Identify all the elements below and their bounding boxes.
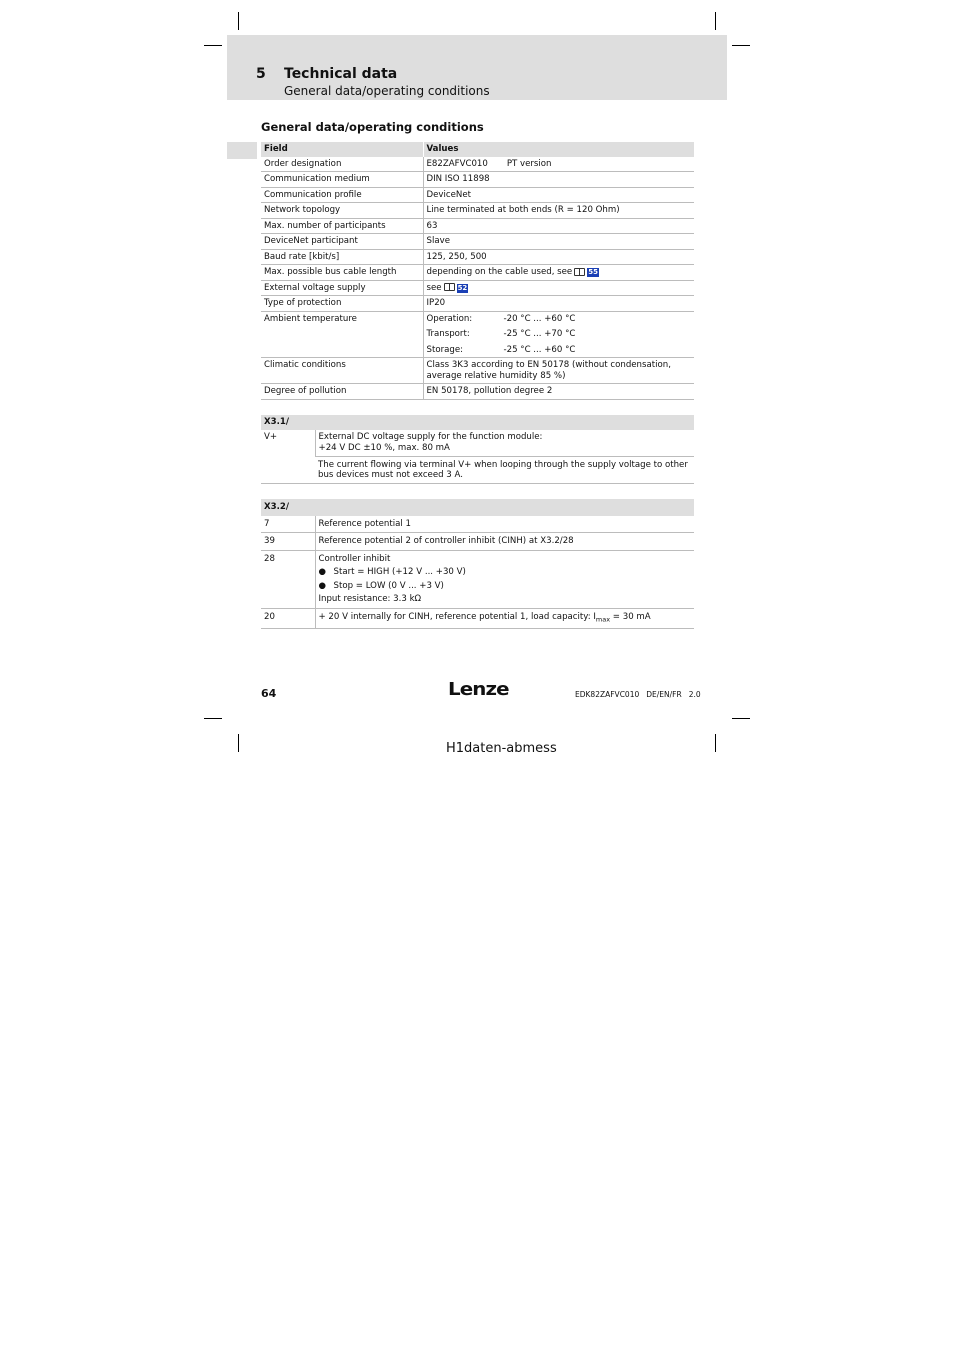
pin-cell: 39 bbox=[261, 533, 315, 551]
value-cell: 125, 250, 500 bbox=[423, 249, 694, 265]
value-cell: EN 50178, pollution degree 2 bbox=[423, 384, 694, 400]
table-header-row bbox=[261, 142, 694, 157]
desc-cell bbox=[315, 430, 694, 457]
value-cell bbox=[423, 157, 694, 172]
value-cell bbox=[423, 358, 694, 384]
book-icon bbox=[574, 268, 585, 276]
lenze-logo: Lenze bbox=[448, 679, 509, 700]
transport-value: -25 °C ... +70 °C bbox=[503, 329, 576, 339]
table-row bbox=[261, 296, 694, 312]
operation-label: Operation: bbox=[426, 313, 473, 324]
value-cell bbox=[423, 311, 694, 358]
x31-desc2-line1: The current flowing via terminal V+ when looping through the supply voltage to other bbox=[318, 459, 688, 470]
bullet-icon: ● bbox=[318, 567, 326, 577]
bullet-icon: ● bbox=[318, 580, 326, 591]
list-item bbox=[319, 581, 692, 592]
pin-cell: 28 bbox=[261, 550, 315, 608]
x31-title: X3.1/ bbox=[261, 415, 694, 430]
chapter-title: Technical data bbox=[284, 66, 398, 82]
col-values-header: Values bbox=[423, 142, 694, 157]
climatic-line1: Class 3K3 according to EN 50178 (without condensation, bbox=[426, 360, 671, 370]
value-cell: 63 bbox=[423, 218, 694, 234]
table-row bbox=[261, 218, 694, 234]
crop-mark bbox=[238, 734, 239, 752]
storage-label: Storage: bbox=[426, 344, 464, 355]
doc-version: 2.0 bbox=[688, 690, 701, 699]
crop-mark bbox=[732, 718, 750, 719]
desc-cell: Reference potential 1 bbox=[315, 516, 694, 533]
table-row bbox=[261, 533, 694, 551]
desc-cell bbox=[315, 456, 694, 483]
pin-cell: V+ bbox=[261, 430, 315, 484]
row20-desc: + 20 V internally for CINH, reference potential 1, load capacity: I bbox=[318, 611, 596, 622]
value-cell: DeviceNet bbox=[423, 187, 694, 203]
climatic-line2: average relative humidity 85 %) bbox=[426, 370, 566, 381]
page-number: 64 bbox=[261, 687, 277, 700]
table-header-row bbox=[261, 415, 694, 430]
col-field-header: Field bbox=[261, 142, 423, 157]
value-cell: Line terminated at both ends (R = 120 Ohm) bbox=[423, 203, 694, 219]
crop-mark bbox=[715, 12, 716, 30]
table-header-row bbox=[261, 499, 694, 516]
page-link-52[interactable]: 52 bbox=[457, 283, 468, 292]
value-cell: DIN ISO 11898 bbox=[423, 172, 694, 188]
book-icon bbox=[444, 283, 455, 291]
field-cell: Network topology bbox=[261, 203, 423, 219]
desc-cell: Reference potential 2 of controller inhibit (CINH) at X3.2/28 bbox=[315, 533, 694, 551]
general-data-table bbox=[261, 142, 694, 400]
operation-value: -20 °C ... +60 °C bbox=[503, 313, 576, 324]
crop-mark bbox=[204, 718, 222, 719]
table-row bbox=[261, 203, 694, 219]
file-label: H1daten-abmess bbox=[446, 741, 557, 756]
chapter-subtitle: General data/operating conditions bbox=[284, 84, 490, 98]
section-title: General data/operating conditions bbox=[261, 120, 484, 134]
value-cell: Slave bbox=[423, 234, 694, 250]
value-cell: IP20 bbox=[423, 296, 694, 312]
transport-label: Transport: bbox=[426, 329, 470, 339]
field-cell: Degree of pollution bbox=[261, 384, 423, 400]
table-row bbox=[261, 550, 694, 608]
table-row bbox=[261, 311, 694, 358]
table-row bbox=[261, 265, 694, 281]
cinh-title: Controller inhibit bbox=[318, 553, 391, 564]
crop-mark bbox=[715, 734, 716, 752]
cinh-resistance: Input resistance: 3.3 kΩ bbox=[318, 594, 422, 604]
storage-value: -25 °C ... +60 °C bbox=[503, 344, 576, 355]
doc-languages: DE/EN/FR bbox=[646, 690, 682, 699]
field-cell: Baud rate [kbit/s] bbox=[261, 249, 423, 265]
x31-desc2-line2: bus devices must not exceed 3 A. bbox=[318, 470, 463, 480]
operation-temp bbox=[427, 314, 692, 325]
field-cell: Order designation bbox=[261, 157, 423, 172]
ext-voltage-text: see bbox=[426, 282, 442, 293]
field-cell: Climatic conditions bbox=[261, 358, 423, 384]
table-row bbox=[261, 384, 694, 400]
table-row bbox=[261, 157, 694, 172]
table-row bbox=[261, 516, 694, 533]
table-row bbox=[261, 249, 694, 265]
pin-cell: 20 bbox=[261, 608, 315, 628]
row20-desc-end: = 30 mA bbox=[610, 611, 651, 622]
value-cell bbox=[423, 265, 694, 281]
table-row bbox=[261, 430, 694, 457]
table-row bbox=[261, 234, 694, 250]
row20-subscript: max bbox=[595, 615, 611, 624]
crop-mark bbox=[732, 45, 750, 46]
page-link-55[interactable]: 55 bbox=[588, 268, 598, 276]
crop-mark bbox=[204, 45, 222, 46]
order-code: E82ZAFVC010 bbox=[426, 158, 488, 169]
field-cell: Max. possible bus cable length bbox=[261, 265, 423, 281]
list-item bbox=[319, 567, 692, 578]
cinh-start: Start = HIGH (+12 V ... +30 V) bbox=[333, 567, 466, 577]
field-cell: Communication medium bbox=[261, 172, 423, 188]
x31-table bbox=[261, 415, 694, 484]
doc-id: EDK82ZAFVC010 bbox=[575, 690, 640, 699]
storage-temp bbox=[427, 345, 692, 356]
x32-title: X3.2/ bbox=[261, 499, 694, 516]
pin-cell: 7 bbox=[261, 516, 315, 533]
table-row bbox=[261, 608, 694, 628]
field-cell: External voltage supply bbox=[261, 280, 423, 296]
x32-table bbox=[261, 499, 694, 629]
cable-length-text: depending on the cable used, see bbox=[426, 267, 573, 277]
chapter-number: 5 bbox=[256, 66, 266, 82]
field-cell: Max. number of participants bbox=[261, 218, 423, 234]
field-cell: Ambient temperature bbox=[261, 311, 423, 358]
doc-reference bbox=[575, 690, 701, 699]
table-row bbox=[261, 456, 694, 483]
desc-cell bbox=[315, 608, 694, 628]
order-version: PT version bbox=[506, 158, 552, 169]
value-cell bbox=[423, 280, 694, 296]
side-tab bbox=[227, 142, 257, 159]
table-row bbox=[261, 187, 694, 203]
cinh-stop: Stop = LOW (0 V ... +3 V) bbox=[333, 580, 444, 591]
field-cell: Communication profile bbox=[261, 187, 423, 203]
transport-temp bbox=[427, 329, 692, 340]
table-row bbox=[261, 172, 694, 188]
desc-cell bbox=[315, 550, 694, 608]
table-row bbox=[261, 280, 694, 296]
field-cell: Type of protection bbox=[261, 296, 423, 312]
x31-desc1-line1: External DC voltage supply for the function module: bbox=[318, 431, 543, 442]
field-cell: DeviceNet participant bbox=[261, 234, 423, 250]
crop-mark bbox=[238, 12, 239, 30]
x31-desc1-line2: +24 V DC ±10 %, max. 80 mA bbox=[318, 443, 450, 453]
table-row bbox=[261, 358, 694, 384]
